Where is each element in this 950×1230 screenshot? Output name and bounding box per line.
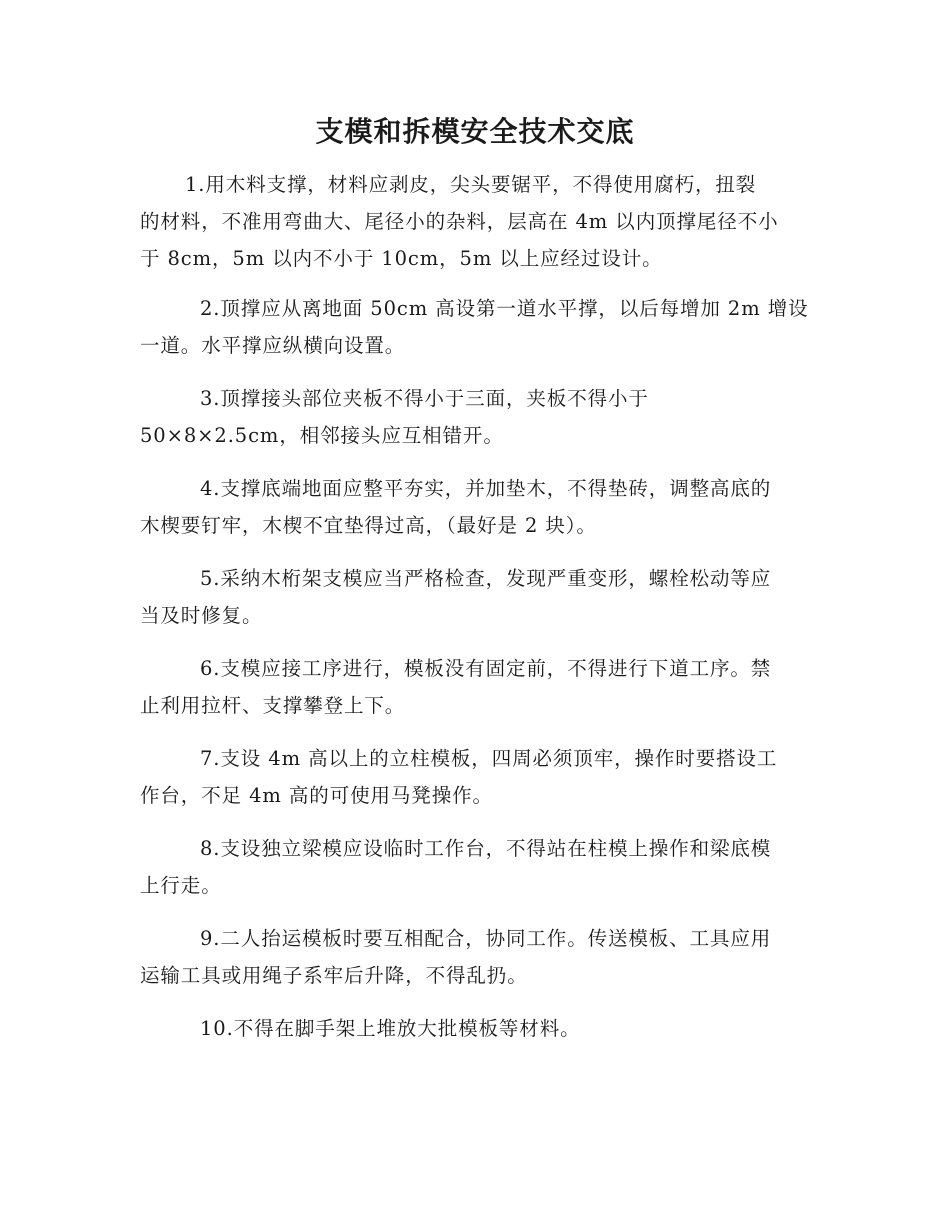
- paragraph-line: 3.顶撑接头部位夹板不得小于三面，夹板不得小于: [200, 387, 649, 410]
- paragraph-line: 50×8×2.5cm，相邻接头应互相错开。: [140, 424, 504, 447]
- paragraph-line: 9.二人抬运模板时要互相配合，协同工作。传送模板、工具应用: [200, 927, 772, 950]
- paragraph-line: 2.顶撑应从离地面 50cm 高设第一道水平撑，以后每增加 2m 增设: [200, 297, 809, 320]
- paragraph-7: [140, 740, 810, 814]
- paragraph-line: 10.不得在脚手架上堆放大批模板等材料。: [200, 1017, 581, 1040]
- paragraph-1: [140, 166, 810, 277]
- paragraph-9: [140, 920, 810, 994]
- paragraph-2: [140, 290, 810, 364]
- paragraph-line: 的材料，不准用弯曲大、尾径小的杂料，层高在 4m 以内顶撑尾径不小: [140, 210, 779, 233]
- paragraph-3: [140, 380, 810, 454]
- paragraph-5: [140, 560, 810, 634]
- paragraph-line: 6.支模应接工序进行，模板没有固定前，不得进行下道工序。禁: [200, 657, 772, 680]
- paragraph-6: [140, 650, 810, 724]
- paragraph-line: 于 8cm，5m 以内不小于 10cm，5m 以上应经过设计。: [140, 247, 663, 270]
- paragraph-line: 7.支设 4m 高以上的立柱模板，四周必须顶牢，操作时要搭设工: [200, 747, 778, 770]
- paragraph-8: [140, 830, 810, 904]
- paragraph-4: [140, 470, 810, 544]
- paragraph-line: 8.支设独立梁模应设临时工作台，不得站在柱模上操作和梁底模: [200, 837, 772, 860]
- paragraph-line: 上行走。: [140, 874, 222, 897]
- paragraph-line: 当及时修复。: [140, 604, 263, 627]
- document-title: 支模和拆模安全技术交底: [315, 115, 635, 148]
- paragraph-line: 木楔要钉牢，木楔不宜垫得过高，（最好是 2 块）。: [140, 514, 597, 537]
- paragraph-line: 运输工具或用绳子系牢后升降，不得乱扔。: [140, 964, 528, 987]
- paragraph-10: [140, 1010, 810, 1047]
- paragraph-line: 4.支撑底端地面应整平夯实，并加垫木，不得垫砖，调整高底的: [200, 477, 772, 500]
- paragraph-line: 1.用木料支撑，材料应剥皮，尖头要锯平，不得使用腐朽，扭裂: [185, 173, 757, 196]
- paragraph-line: 作台，不足 4m 高的可使用马凳操作。: [140, 784, 493, 807]
- paragraph-line: 止利用拉杆、支撑攀登上下。: [140, 694, 406, 717]
- paragraph-line: 一道。水平撑应纵横向设置。: [140, 334, 406, 357]
- paragraph-line: 5.采纳木桁架支模应当严格检查，发现严重变形，螺栓松动等应: [200, 567, 772, 590]
